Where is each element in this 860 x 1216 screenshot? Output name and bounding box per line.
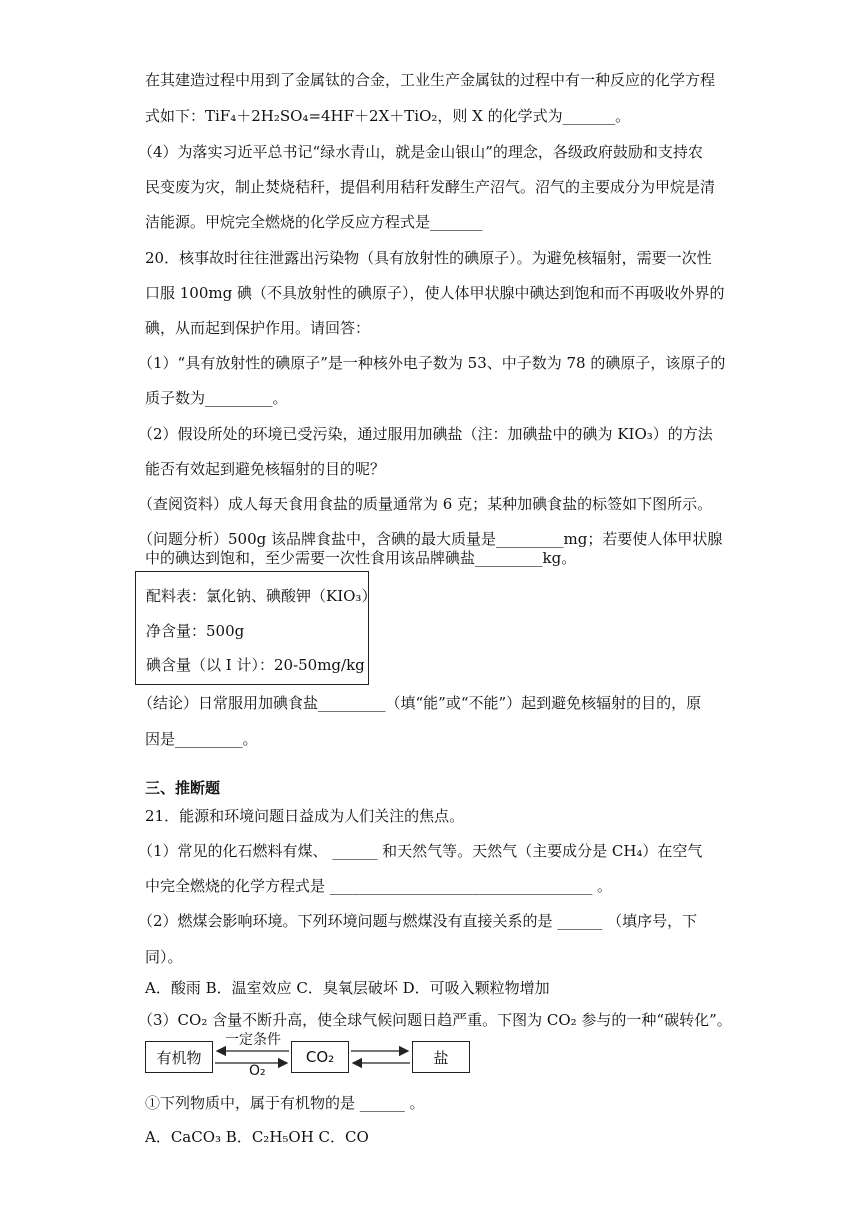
text-line: 中完全燃烧的化学方程式是 ___________________________________ 。 xyxy=(145,877,613,895)
condition-label: 一定条件 xyxy=(225,1032,281,1048)
salt-label-box xyxy=(135,571,377,685)
text-line: 因是_________。 xyxy=(145,730,258,748)
text-line: 民变废为灾，制止焚烧秸秆，提倡利用秸秆发酵生产沼气。沼气的主要成分为甲烷是清 xyxy=(145,178,716,196)
label-ingredients: 配料表：氯化钠、碘酸钾（KIO₃） xyxy=(146,587,377,605)
question-20: 20．核事故时往往泄露出污染物（具有放射性的碘原子）。为避免核辐射，需要一次性 xyxy=(145,249,712,267)
text-line: 在其建造过程中用到了金属钛的合金，工业生产金属钛的过程中有一种反应的化学方程 xyxy=(145,71,716,89)
text-line: （问题分析）500g 该品牌食盐中，含碘的最大质量是_________mg；若要使人体甲状腺 xyxy=(138,530,723,548)
text-line: （1）常见的化石燃料有煤、 ______ 和天然气等。天然气（主要成分是 CH₄）在空气 xyxy=(138,842,703,860)
organic-matter-box: 有机物 xyxy=(145,1041,213,1073)
options-line: A．CaCO₃ B．C₂H₅OH C．CO xyxy=(145,1128,369,1146)
salt-box: 盐 xyxy=(412,1041,470,1073)
text-line: 口服 100mg 碘（不具放射性的碘原子），使人体甲状腺中碘达到饱和而不再吸收外界的 xyxy=(145,284,725,302)
text-line: 能否有效起到避免核辐射的目的呢？ xyxy=(145,460,386,478)
co2-box: CO₂ xyxy=(291,1041,349,1073)
carbon-conversion-diagram xyxy=(145,1032,470,1085)
text-line: （4）为落实习近平总书记“绿水青山，就是金山银山”的理念，各级政府鼓励和支持农 xyxy=(138,143,703,161)
text-line: （3）CO₂ 含量不断升高，使全球气候问题日趋严重。下图为 CO₂ 参与的一种“碳转化”。 xyxy=(138,1011,732,1029)
text-line: 碘，从而起到保护作用。请回答： xyxy=(145,319,371,337)
oxygen-label: O₂ xyxy=(249,1063,266,1079)
label-iodine-content: 碘含量（以 I 计）：20-50mg/kg xyxy=(146,656,365,674)
arrows-svg xyxy=(145,1035,470,1085)
label-net-content: 净含量：500g xyxy=(146,622,245,640)
options-line: A．酸雨 B．温室效应 C．臭氧层破坏 D．可吸入颗粒物增加 xyxy=(145,979,550,997)
text-line: （2）燃煤会影响环境。下列环境问题与燃煤没有直接关系的是 ______ （填序号，下 xyxy=(138,912,698,930)
text-line: 式如下：TiF₄＋2H₂SO₄=4HF＋2X＋TiO₂，则 X 的化学式为_______。 xyxy=(145,107,631,125)
text-line: （2）假设所处的环境已受污染，通过服用加碘盐（注：加碘盐中的碘为 KIO₃）的方法 xyxy=(138,425,713,443)
text-line: 质子数为_________。 xyxy=(145,389,288,407)
section-title: 三、推断题 xyxy=(145,779,221,797)
text-line: （结论）日常服用加碘食盐_________（填“能”或“不能”）起到避免核辐射的目的，原 xyxy=(138,694,702,712)
text-line: （查阅资料）成人每天食用食盐的质量通常为 6 克；某种加碘食盐的标签如下图所示。 xyxy=(138,495,713,513)
text-line: 同）。 xyxy=(145,948,183,966)
text-line: （1）“具有放射性的碘原子”是一种核外电子数为 53、中子数为 78 的碘原子，该原子的 xyxy=(138,354,726,372)
text-line: 洁能源。甲烷完全燃烧的化学反应方程式是_______ xyxy=(145,213,483,231)
question-21: 21．能源和环境问题日益成为人们关注的焦点。 xyxy=(145,807,465,825)
text-line: 中的碘达到饱和，至少需要一次性食用该品牌碘盐_________kg。 xyxy=(145,549,577,567)
text-line: ①下列物质中，属于有机物的是 ______ 。 xyxy=(145,1094,425,1112)
